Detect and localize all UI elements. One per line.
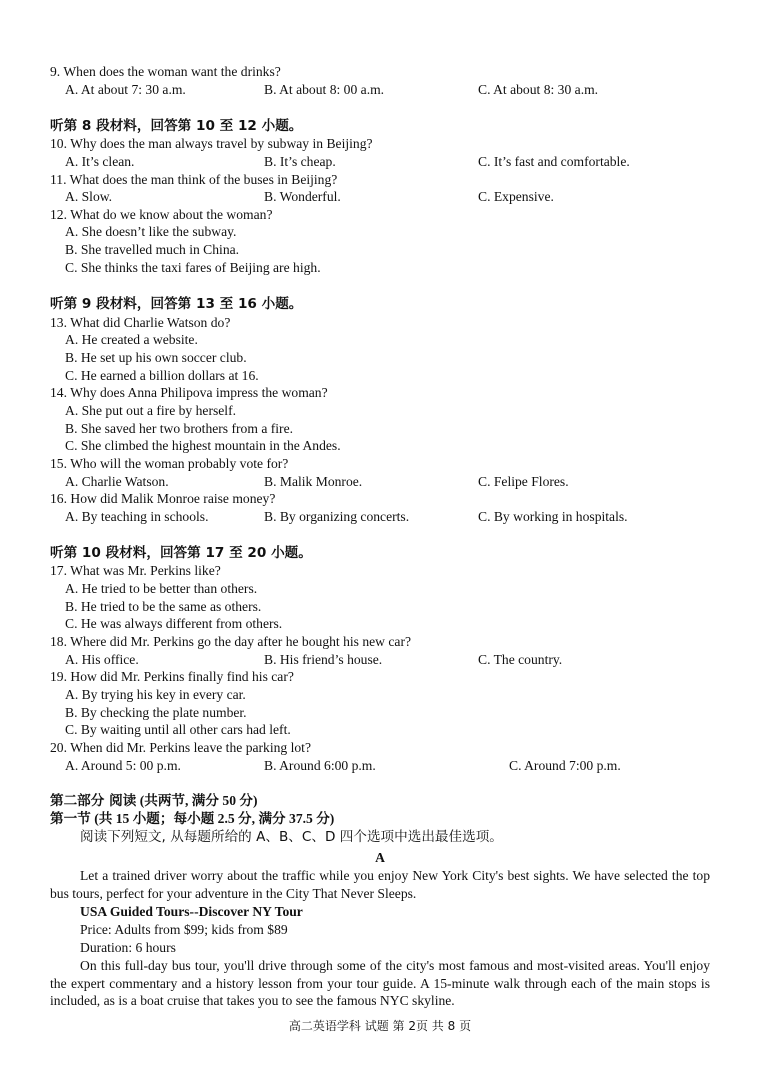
q17-option-a: A. He tried to be better than others. xyxy=(65,581,258,596)
q11-option-b: B. Wonderful. xyxy=(264,189,341,204)
passage-label: A xyxy=(375,850,385,865)
question-14: 14. Why does Anna Philipova impress the woman? xyxy=(50,385,328,400)
question-19: 19. How did Mr. Perkins finally find his car? xyxy=(50,669,294,684)
q14-option-c: C. She climbed the highest mountain in the Andes. xyxy=(65,438,341,453)
section-8-heading xyxy=(50,118,302,134)
q9-option-a: A. At about 7: 30 a.m. xyxy=(65,82,186,97)
tour-description: On this full-day bus tour, you'll drive through some of the city's most famous and most-visited areas. You'll enjoy the expert commentary and a history lesson from your tour guide. A 15-minute walk through each of the main stops is included, as is a boat cruise that takes you to see the famous NYC skyline. xyxy=(50,958,710,1008)
q10-option-a: A. It’s clean. xyxy=(65,154,135,169)
q19-option-a: A. By trying his key in every car. xyxy=(65,687,246,702)
question-18: 18. Where did Mr. Perkins go the day after he bought his new car? xyxy=(50,634,412,649)
q17-option-c: C. He was always different from others. xyxy=(65,616,283,631)
q16-option-c: C. By working in hospitals. xyxy=(478,509,628,524)
q12-option-c: C. She thinks the taxi fares of Beijing are high. xyxy=(65,260,321,275)
q13-option-b: B. He set up his own soccer club. xyxy=(65,350,247,365)
section-1-title: 第一节 xyxy=(50,811,91,827)
q9-option-c: C. At about 8: 30 a.m. xyxy=(478,82,599,97)
q18-option-c: C. The country. xyxy=(478,652,563,667)
q14-option-a: A. She put out a fire by herself. xyxy=(65,403,237,418)
tour-duration: Duration: 6 hours xyxy=(80,940,176,955)
tour-title: USA Guided Tours--Discover NY Tour xyxy=(80,904,303,919)
q15-option-c: C. Felipe Flores. xyxy=(478,474,569,489)
q19-option-b: B. By checking the plate number. xyxy=(65,705,247,720)
q16-option-b: B. By organizing concerts. xyxy=(264,509,410,524)
question-12: 12. What do we know about the woman? xyxy=(50,207,273,222)
question-16: 16. How did Malik Monroe raise money? xyxy=(50,491,276,506)
passage-intro: Let a trained driver worry about the traffic while you enjoy New York City's best sights. We have selected the top bus tours, perfect for your adventure in the City That Never Sleeps. xyxy=(50,868,710,901)
q16-option-a: A. By teaching in schools. xyxy=(65,509,209,524)
q19-option-c: C. By waiting until all other cars had left. xyxy=(65,722,291,737)
q13-option-a: A. He created a website. xyxy=(65,332,198,347)
question-17: 17. What was Mr. Perkins like? xyxy=(50,563,221,578)
q15-option-b: B. Malik Monroe. xyxy=(264,474,363,489)
section-1-score: (共 15 小题；每小题 2.5 分, 满分 37.5 分) xyxy=(94,811,335,826)
question-15: 15. Who will the woman probably vote for? xyxy=(50,456,289,471)
q20-option-a: A. Around 5: 00 p.m. xyxy=(65,758,181,773)
q9-option-b: B. At about 8: 00 a.m. xyxy=(264,82,385,97)
q14-option-b: B. She saved her two brothers from a fire. xyxy=(65,421,294,436)
section-1-heading xyxy=(50,811,334,827)
page-footer xyxy=(0,1018,760,1034)
question-20: 20. When did Mr. Perkins leave the parking lot? xyxy=(50,740,311,755)
q20-option-c: C. Around 7:00 p.m. xyxy=(509,758,621,773)
reading-instructions xyxy=(80,829,503,845)
q18-option-a: A. His office. xyxy=(65,652,139,667)
part-2-title: 第二部分 阅读 xyxy=(50,793,137,809)
question-10: 10. Why does the man always travel by subway in Beijing? xyxy=(50,136,373,151)
section-10-text: 听第 10 段材料，回答第 17 至 20 小题。 xyxy=(50,545,312,561)
tour-price: Price: Adults from $99; kids from $89 xyxy=(80,922,288,937)
q20-option-b: B. Around 6:00 p.m. xyxy=(264,758,376,773)
instructions-text: 阅读下列短文, 从每题所给的 A、B、C、D 四个选项中选出最佳选项。 xyxy=(80,829,503,845)
q17-option-b: B. He tried to be the same as others. xyxy=(65,599,262,614)
q10-option-b: B. It’s cheap. xyxy=(264,154,336,169)
q11-option-c: C. Expensive. xyxy=(478,189,554,204)
q11-option-a: A. Slow. xyxy=(65,189,113,204)
part-2-heading xyxy=(50,793,258,809)
section-9-text: 听第 9 段材料，回答第 13 至 16 小题。 xyxy=(50,296,303,312)
footer-text: 高二英语学科 试题 第 2页 共 8 页 xyxy=(288,1019,472,1033)
q10-option-c: C. It’s fast and comfortable. xyxy=(478,154,630,169)
part-2-score: (共两节, 满分 50 分) xyxy=(139,793,258,808)
question-13: 13. What did Charlie Watson do? xyxy=(50,315,231,330)
q12-option-a: A. She doesn’t like the subway. xyxy=(65,224,237,239)
q15-option-a: A. Charlie Watson. xyxy=(65,474,169,489)
question-9: 9. When does the woman want the drinks? xyxy=(50,64,281,79)
question-11: 11. What does the man think of the buses in Beijing? xyxy=(50,172,338,187)
section-10-heading xyxy=(50,545,312,561)
q18-option-b: B. His friend’s house. xyxy=(264,652,383,667)
section-8-text: 听第 8 段材料，回答第 10 至 12 小题。 xyxy=(50,118,303,134)
section-9-heading xyxy=(50,296,302,312)
q13-option-c: C. He earned a billion dollars at 16. xyxy=(65,368,259,383)
q12-option-b: B. She travelled much in China. xyxy=(65,242,240,257)
